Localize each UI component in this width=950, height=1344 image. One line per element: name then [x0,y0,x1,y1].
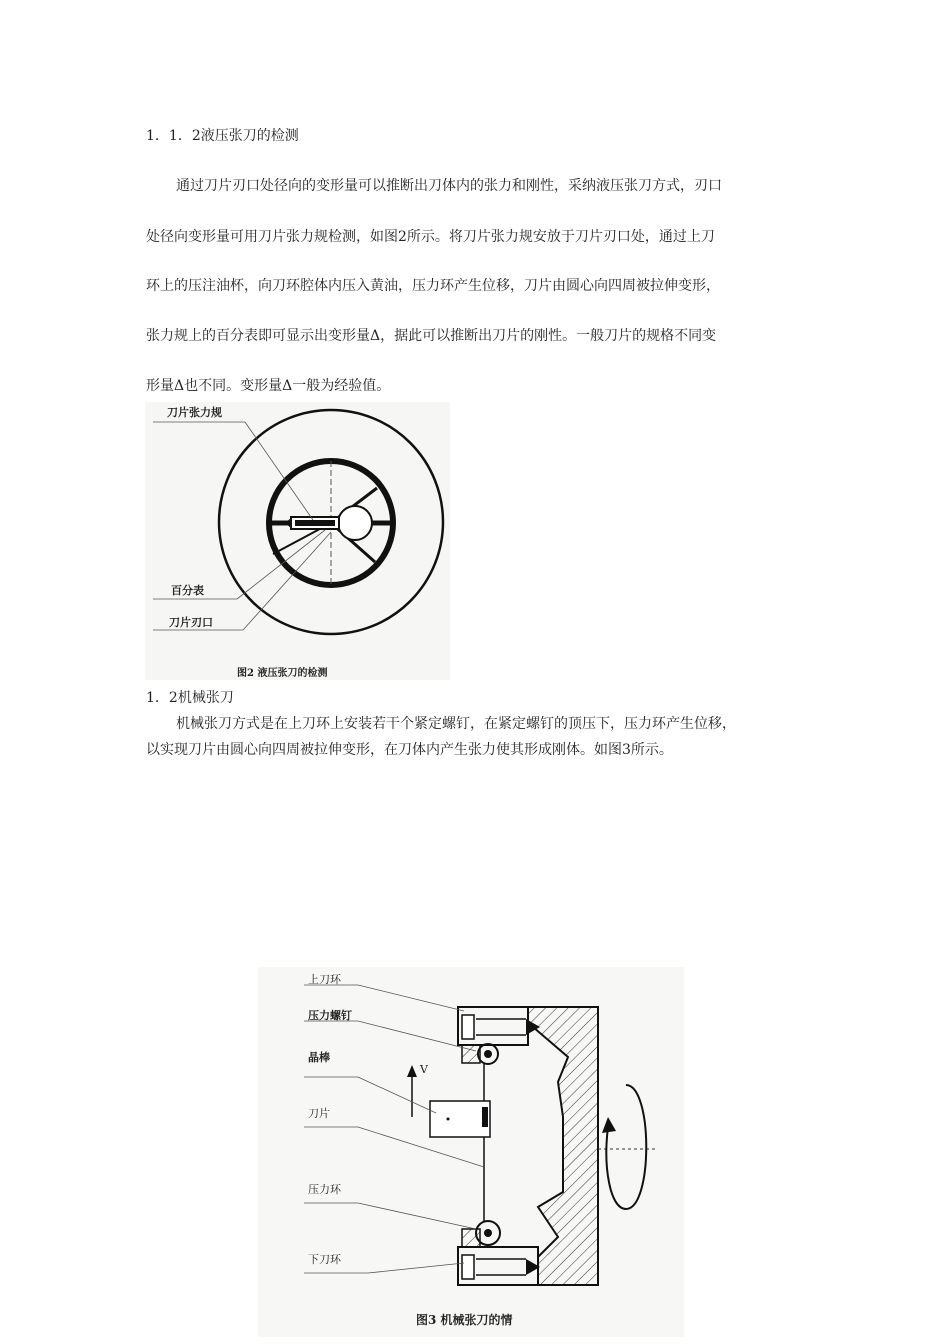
figure-3 [258,967,684,1337]
section-heading-1-2: 1．2机械张刀 [146,690,234,706]
label-pressure-screw: 压力螺钉 [308,1009,352,1022]
label-pressure-ring: 压力环 [308,1183,341,1196]
figure-3-caption: 图3 机械张刀的情 [416,1313,513,1327]
figure-2-caption: 图2 液压张刀的检测 [237,668,328,679]
label-dial-indicator: 百分表 [171,584,204,597]
paragraph-line-1: 通过刀片刃口处径向的变形量可以推断出刀体内的张力和刚性，采纳液压张刀方式，刃口 [176,178,722,194]
paragraph-1-2-line-1: 机械张刀方式是在上刀环上安装若干个紧定螺钉，在紧定螺钉的顶压下，压力环产生位移， [176,716,736,732]
label-lower-blade-ring: 下刀环 [308,1253,341,1266]
paragraph-1-2-line-2: 以实现刀片由圆心向四周被拉伸变形，在刀体内产生张力使其形成刚体。如图3所示。 [146,742,673,758]
label-crystal-rod: 晶棒 [308,1051,330,1064]
label-blade-edge: 刀片刃口 [169,616,213,629]
label-upper-blade-ring: 上刀环 [308,973,341,986]
paragraph-line-3: 环上的压注油杯，向刀环腔体内压入黄油，压力环产生位移，刀片由圆心向四周被拉伸变形， [146,278,720,294]
label-blade: 刀片 [308,1107,330,1120]
dial-circle [338,506,372,540]
section-heading-1-1-2: 1．1．2液压张刀的检测 [146,128,299,144]
paragraph-line-5: 形量Δ也不同。变形量Δ一般为经验值。 [146,378,391,394]
crystal-rod [430,1101,490,1137]
label-tension-gauge: 刀片张力规 [167,406,222,419]
figure-2 [145,402,450,680]
paragraph-line-2: 处径向变形量可用刀片张力规检测，如图2所示。将刀片张力规安放于刀片刃口处，通过上刀 [146,229,715,245]
paragraph-line-4: 张力规上的百分表即可显示出变形量Δ，据此可以推断出刀片的刚性。一般刀片的规格不同变 [146,328,717,344]
figure-2-diagram [145,402,450,680]
label-velocity: V [420,1063,428,1076]
